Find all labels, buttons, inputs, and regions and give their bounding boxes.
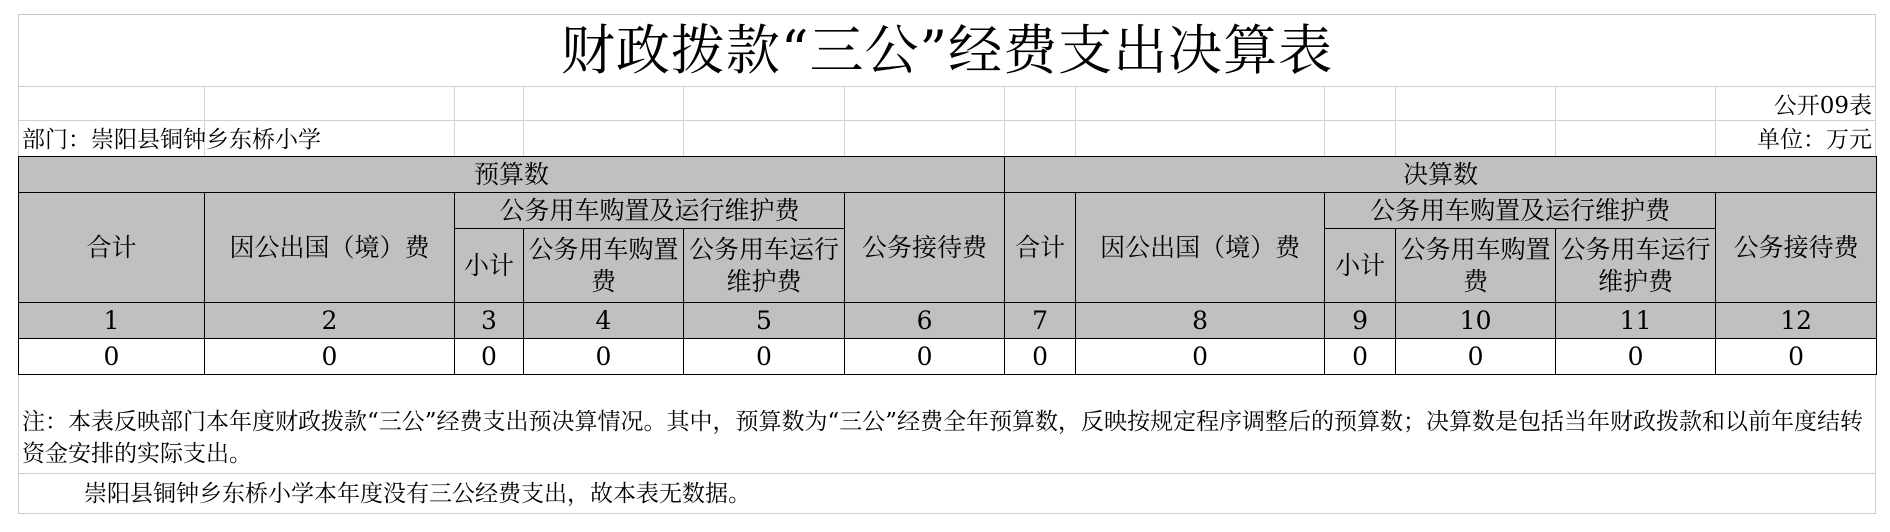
value-cell: 0 bbox=[524, 339, 684, 375]
column-number: 2 bbox=[205, 303, 455, 339]
value-cell: 0 bbox=[1325, 339, 1396, 375]
grid-line bbox=[1555, 86, 1556, 156]
value-cell: 0 bbox=[1005, 339, 1076, 375]
header-vehicle-operation: 公务用车运行维护费 bbox=[1556, 229, 1716, 303]
expenditure-table bbox=[18, 156, 1877, 375]
grid-line bbox=[18, 86, 1876, 87]
header-vehicle-group: 公务用车购置及运行维护费 bbox=[1325, 193, 1716, 229]
column-number: 6 bbox=[845, 303, 1005, 339]
grid-line bbox=[1715, 86, 1716, 156]
value-cell: 0 bbox=[845, 339, 1005, 375]
value-cell: 0 bbox=[1556, 339, 1716, 375]
report-title: 财政拨款“三公”经费支出决算表 bbox=[560, 19, 1334, 82]
header-vehicle-purchase: 公务用车购置费 bbox=[524, 229, 684, 303]
remark: 崇阳县铜钟乡东桥小学本年度没有三公经费支出，故本表无数据。 bbox=[18, 476, 1876, 514]
value-cell: 0 bbox=[1076, 339, 1325, 375]
header-final: 决算数 bbox=[1005, 157, 1877, 193]
header-reception: 公务接待费 bbox=[1716, 193, 1877, 303]
header-subtotal: 小计 bbox=[1325, 229, 1396, 303]
header-total: 合计 bbox=[1005, 193, 1076, 303]
grid-line bbox=[1324, 86, 1325, 156]
column-number: 9 bbox=[1325, 303, 1396, 339]
value-cell: 0 bbox=[1396, 339, 1556, 375]
grid-line bbox=[1075, 86, 1076, 156]
value-cell: 0 bbox=[1716, 339, 1877, 375]
header-subtotal: 小计 bbox=[455, 229, 524, 303]
unit-label: 单位：万元 bbox=[1757, 127, 1872, 153]
column-number: 8 bbox=[1076, 303, 1325, 339]
header-total: 合计 bbox=[19, 193, 205, 303]
column-number: 4 bbox=[524, 303, 684, 339]
spreadsheet bbox=[18, 14, 1876, 516]
grid-line bbox=[683, 86, 684, 156]
column-number: 1 bbox=[19, 303, 205, 339]
value-cell: 0 bbox=[455, 339, 524, 375]
header-reception: 公务接待费 bbox=[845, 193, 1005, 303]
header-abroad: 因公出国（境）费 bbox=[1076, 193, 1325, 303]
column-number: 12 bbox=[1716, 303, 1877, 339]
value-cell: 0 bbox=[19, 339, 205, 375]
column-number: 11 bbox=[1556, 303, 1716, 339]
column-number: 5 bbox=[684, 303, 845, 339]
grid-line bbox=[1004, 86, 1005, 156]
header-vehicle-operation: 公务用车运行维护费 bbox=[684, 229, 845, 303]
department-label: 部门：崇阳县铜钟乡东桥小学 bbox=[22, 127, 321, 153]
grid-line bbox=[18, 120, 1876, 121]
value-cell: 0 bbox=[684, 339, 845, 375]
grid-line bbox=[844, 86, 845, 156]
header-budget: 预算数 bbox=[19, 157, 1005, 193]
grid-line bbox=[454, 86, 455, 156]
grid-line bbox=[523, 86, 524, 156]
column-number: 10 bbox=[1396, 303, 1556, 339]
value-cell: 0 bbox=[205, 339, 455, 375]
grid-line bbox=[1395, 86, 1396, 156]
header-vehicle-group: 公务用车购置及运行维护费 bbox=[455, 193, 845, 229]
column-number: 3 bbox=[455, 303, 524, 339]
footnote: 注：本表反映部门本年度财政拨款“三公”经费支出预决算情况。其中，预算数为“三公”经费全年预算数，反映按规定程序调整后的预算数；决算数是包括当年财政拨款和以前年度结转资金安排的实际支出。 bbox=[18, 402, 1876, 474]
form-code: 公开09表 bbox=[1773, 93, 1872, 119]
column-number: 7 bbox=[1005, 303, 1076, 339]
header-abroad: 因公出国（境）费 bbox=[205, 193, 455, 303]
header-vehicle-purchase: 公务用车购置费 bbox=[1396, 229, 1556, 303]
